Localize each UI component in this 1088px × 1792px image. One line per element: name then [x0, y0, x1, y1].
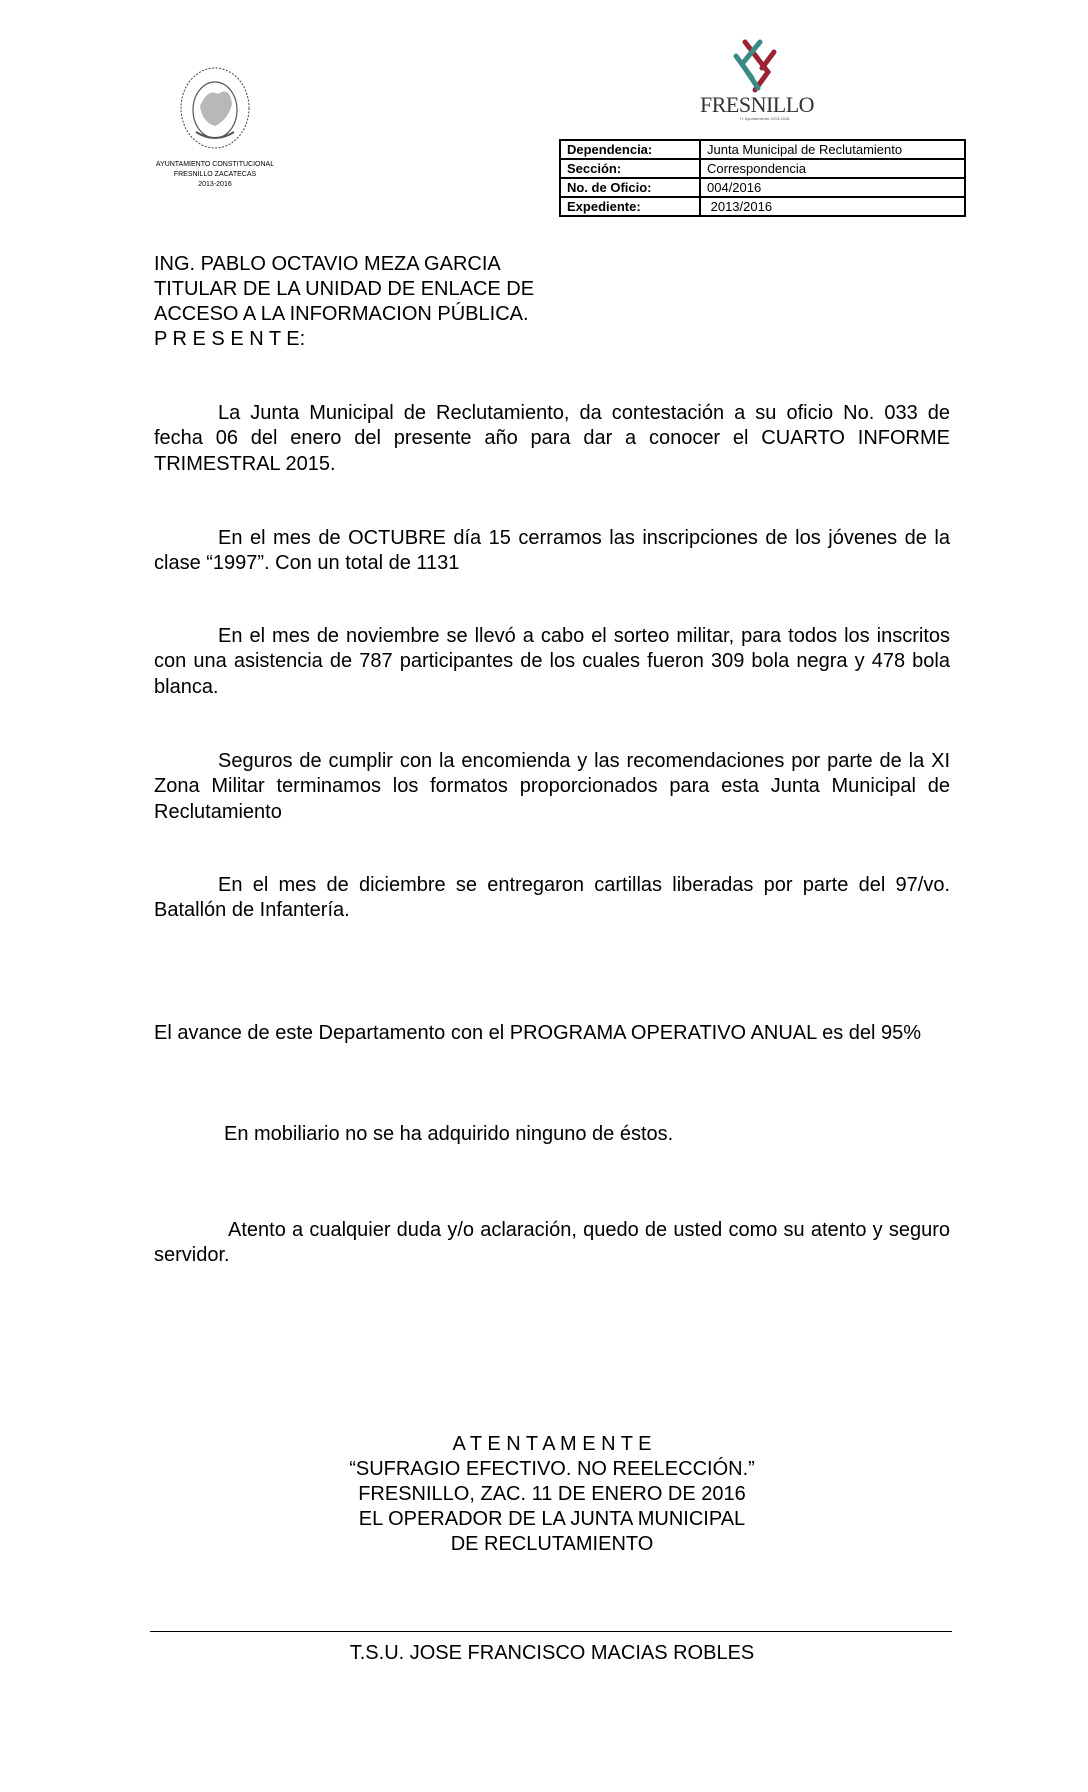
signature-line	[150, 1631, 952, 1632]
mexican-coat-of-arms-seal	[178, 66, 252, 150]
table-row	[560, 178, 965, 197]
table-value: Junta Municipal de Reclutamiento	[700, 140, 965, 159]
table-row	[560, 159, 965, 178]
body-paragraph: Seguros de cumplir con la encomienda y las recomendaciones por parte de la XI Zona Militar terminamos los formatos proporcionados para esta Junta Municipal de Reclutamiento	[154, 750, 950, 823]
seal-caption-line: 2013-2016	[198, 181, 232, 188]
seal-caption-line: FRESNILLO ZACATECAS	[173, 171, 257, 178]
body-paragraph: En el mes de diciembre se entregaron cartillas liberadas por parte del 97/vo. Batallón de Infantería.	[154, 874, 950, 922]
table-value: Correspondencia	[700, 159, 965, 178]
table-value: 2013/2016	[700, 197, 965, 216]
addressee-presente: P R E S E N T E:	[154, 328, 306, 350]
body-paragraph: En mobiliario no se ha adquirido ninguno de éstos.	[224, 1123, 674, 1145]
signatory-name: T.S.U. JOSE FRANCISCO MACIAS ROBLES	[349, 1642, 755, 1664]
closing-block	[300, 1432, 804, 1557]
seal-caption-line: AYUNTAMIENTO CONSTITUCIONAL	[155, 161, 275, 168]
body-paragraph: La Junta Municipal de Reclutamiento, da contestación a su oficio No. 033 de fecha 06 del enero del presente año para dar a conocer el CUARTO INFORME TRIMESTRAL 2015.	[154, 402, 950, 475]
logo-subtext: H. Ayuntamiento 2013-2016	[740, 116, 790, 121]
closing-line: DE RECLUTAMIENTO	[450, 1533, 654, 1555]
closing-line: EL OPERADOR DE LA JUNTA MUNICIPAL	[358, 1508, 746, 1530]
logo-wordmark: FRESNILLO	[700, 92, 815, 117]
table-row	[560, 197, 965, 216]
closing-line: A T E N T A M E N T E	[452, 1433, 652, 1455]
closing-line: FRESNILLO, ZAC. 11 DE ENERO DE 2016	[358, 1483, 746, 1505]
table-label: Dependencia:	[560, 140, 700, 159]
table-label: Sección:	[560, 159, 700, 178]
addressee-title: TITULAR DE LA UNIDAD DE ENLACE DE	[154, 278, 535, 300]
addressee-block	[154, 252, 534, 352]
addressee-title: ACCESO A LA INFORMACION PÚBLICA.	[154, 303, 529, 325]
table-value: 004/2016	[700, 178, 965, 197]
body-paragraph: Atento a cualquier duda y/o aclaración, quedo de usted como su atento y seguro servidor.	[154, 1219, 950, 1267]
addressee-name: ING. PABLO OCTAVIO MEZA GARCIA	[154, 253, 501, 275]
closing-line: “SUFRAGIO EFECTIVO. NO REELECCIÓN.”	[349, 1458, 755, 1480]
body-paragraph: En el mes de noviembre se llevó a cabo el sorteo militar, para todos los inscritos con una asistencia de 787 participantes de los cuales fueron 309 bola negra y 478 bola blanca.	[154, 625, 950, 698]
seal-caption	[140, 160, 290, 190]
table-label: No. de Oficio:	[560, 178, 700, 197]
body-paragraph: El avance de este Departamento con el PROGRAMA OPERATIVO ANUAL es del 95%	[154, 1022, 922, 1044]
table-row	[560, 140, 965, 159]
table-label: Expediente:	[560, 197, 700, 216]
body-paragraph: En el mes de OCTUBRE día 15 cerramos las inscripciones de los jóvenes de la clase “1997”. Con un total de 1131	[154, 527, 950, 575]
document-metadata-table	[559, 139, 966, 217]
